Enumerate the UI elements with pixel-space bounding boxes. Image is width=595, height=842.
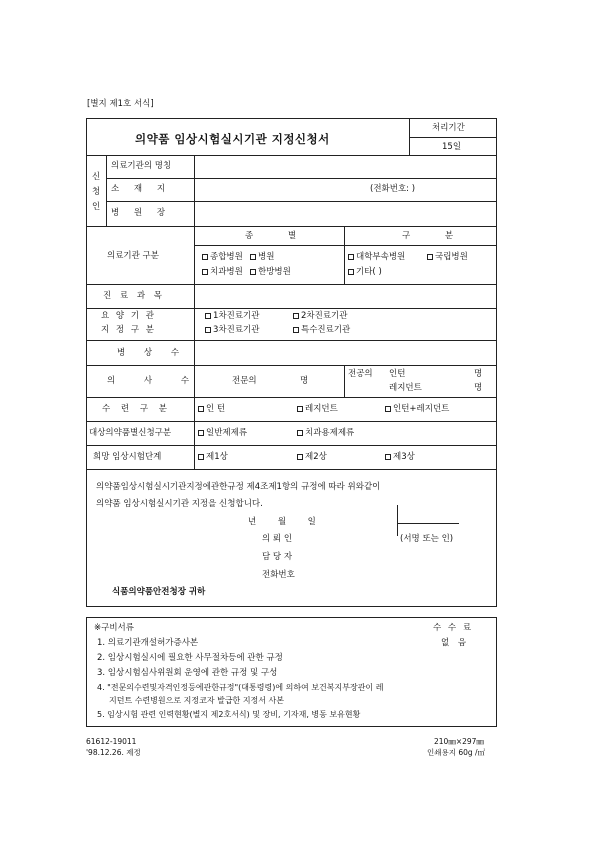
checkbox-box	[250, 269, 256, 275]
resident-unit: 명	[474, 383, 483, 393]
departments-label: 진 료 과 목	[103, 291, 165, 301]
checkbox-phase-2[interactable]: 제2상	[297, 453, 327, 462]
checkbox-national-hospital[interactable]: 국립병원	[427, 253, 468, 262]
table-top-border	[86, 118, 497, 119]
checkbox-resident[interactable]: 레지던트	[297, 405, 338, 414]
table-right-border	[496, 118, 497, 606]
form-title: 의약품 임상시험실시기관 지정신청서	[135, 132, 330, 146]
checkbox-box	[348, 254, 354, 260]
checkbox-general-hospital[interactable]: 종합병원	[202, 253, 243, 262]
checkbox-box	[205, 313, 211, 319]
checkbox-box	[293, 327, 299, 333]
form-code: 61612-19011	[86, 737, 137, 746]
beds-label: 병 상 수	[117, 348, 188, 358]
fee-label: 수 수 료	[433, 623, 474, 633]
attachment-item: 3. 임상시험심사위원회 운영에 관한 규정 및 구성	[97, 668, 278, 678]
checkbox-other[interactable]: 기타( )	[348, 268, 382, 277]
care-designation-label-1: 요 양 기 관	[101, 311, 156, 321]
checkbox-phase-1[interactable]: 제1상	[198, 453, 228, 462]
phone-label: 전화번호	[262, 570, 295, 580]
statement-line-1: 의약품임상시험실시기관지정에관한규정 제4조제1항의 규정에 따라 위와같이	[96, 482, 381, 492]
intern-unit: 명	[474, 369, 483, 379]
attachment-item: 4. "전문의수련및자격인정등에관한규정"(대통령령)에 의하여 보건복지부장관이 레	[97, 683, 384, 692]
address-field[interactable]	[196, 180, 361, 199]
table-bottom-border	[86, 606, 497, 607]
checkbox-hospital[interactable]: 병원	[250, 253, 274, 262]
attachment-item: 5. 임상시험 관련 인력현황(별지 제2호서식) 및 장비, 기자재, 병동 보유현황	[97, 710, 361, 719]
institution-name-field[interactable]	[196, 157, 494, 176]
type-col2-header: 구 분	[402, 231, 470, 241]
drug-type-label: 대상의약품별신청구분	[89, 428, 172, 438]
checkbox-box	[202, 254, 208, 260]
doctors-label: 의 사 수	[107, 376, 203, 386]
resident-label: 레지던트	[389, 383, 422, 393]
checkbox-box	[297, 454, 303, 460]
checkbox-box	[198, 406, 204, 412]
checkbox-tertiary-care[interactable]: 3차진료기관	[205, 326, 259, 335]
paper-type: 인쇄용지 60g /㎡	[427, 748, 486, 757]
checkbox-box	[348, 269, 354, 275]
processing-period-value: 15일	[442, 142, 462, 152]
checkbox-box	[385, 454, 391, 460]
processing-period-label: 처리기간	[432, 123, 465, 133]
checkbox-dental-drugs[interactable]: 치과용제제류	[297, 429, 354, 438]
checkbox-intern[interactable]: 인 턴	[198, 405, 225, 414]
fee-value: 없 음	[441, 638, 470, 648]
checkbox-dental-hospital[interactable]: 치과병원	[202, 268, 243, 277]
application-date: 년 월 일	[248, 517, 316, 527]
checkbox-box	[297, 430, 303, 436]
phase-label: 희망 임상시험단계	[93, 452, 162, 462]
beds-field[interactable]	[196, 342, 494, 363]
director-field[interactable]	[196, 203, 494, 224]
attachments-header: ※구비서류	[94, 623, 134, 633]
checkbox-box	[297, 406, 303, 412]
attachment-item: 지던트 수련병원으로 지정코자 발급한 지정서 사본	[109, 696, 285, 705]
training-label: 수 련 구 분	[102, 404, 171, 414]
applicant-label: 신청인	[92, 172, 101, 212]
specialist-unit: 명	[300, 376, 309, 386]
specialist-label: 전문의	[232, 376, 257, 386]
signature-placeholder: (서명 또는 인)	[400, 534, 454, 544]
table-left-border	[86, 118, 87, 606]
paper-size: 210㎜×297㎜	[434, 737, 484, 746]
attachment-item: 1. 의료기관개설허가증사본	[97, 638, 199, 648]
type-col1-header: 종 별	[245, 231, 313, 241]
checkbox-general-drugs[interactable]: 일반제제류	[198, 429, 247, 438]
checkbox-secondary-care[interactable]: 2차진료기관	[293, 312, 347, 321]
director-label: 병 원 장	[111, 208, 172, 218]
intern-label: 인턴	[389, 369, 406, 379]
manager-label: 담 당 자	[262, 552, 293, 562]
address-label: 소 재 지	[111, 184, 172, 194]
statement-line-2: 의약품 임상시험실시기관 지정을 신청합니다.	[96, 499, 263, 509]
trainee-label: 전공의	[348, 369, 373, 379]
checkbox-box	[427, 254, 433, 260]
applicant-sign-label: 의 뢰 인	[262, 534, 293, 544]
checkbox-intern-resident[interactable]: 인턴+레지던트	[385, 405, 449, 414]
checkbox-primary-care[interactable]: 1차진료기관	[205, 312, 259, 321]
form-label: [별지 제1호 서식]	[87, 99, 154, 109]
institution-type-label: 의료기관 구분	[107, 251, 159, 261]
checkbox-special-care[interactable]: 특수진료기관	[293, 326, 350, 335]
checkbox-university-hospital[interactable]: 대학부속병원	[348, 253, 405, 262]
checkbox-box	[250, 254, 256, 260]
institution-name-label: 의료기관의 명칭	[111, 161, 172, 171]
checkbox-box	[385, 406, 391, 412]
checkbox-box	[205, 327, 211, 333]
checkbox-box	[202, 269, 208, 275]
checkbox-box	[198, 454, 204, 460]
address-phone: (전화번호: )	[370, 184, 416, 194]
care-designation-label-2: 지 정 구 분	[101, 325, 156, 335]
form-date: '98.12.26. 제정	[86, 748, 141, 757]
checkbox-phase-3[interactable]: 제3상	[385, 453, 415, 462]
checkbox-box	[198, 430, 204, 436]
checkbox-box	[293, 313, 299, 319]
checkbox-oriental-hospital[interactable]: 한방병원	[250, 268, 291, 277]
departments-field[interactable]	[196, 286, 494, 306]
addressee: 식품의약품안전청장 귀하	[112, 587, 206, 597]
attachment-item: 2. 임상시험실시에 필요한 사무절차등에 관한 규정	[97, 653, 283, 663]
